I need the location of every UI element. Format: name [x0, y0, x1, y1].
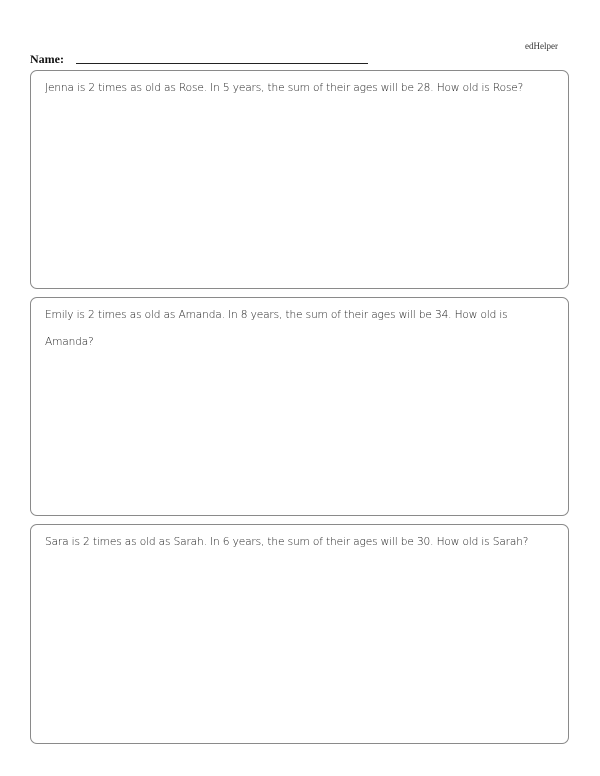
problem-box-1[interactable]	[30, 70, 569, 289]
problem-text-3: Sara is 2 times as old as Sarah. In 6 years, the sum of their ages will be 30. How old is Sarah?	[45, 536, 529, 548]
brand-label: edHelper	[525, 41, 558, 51]
problem-box-3[interactable]	[30, 524, 569, 744]
problem-box-2[interactable]	[30, 297, 569, 516]
name-field-row	[30, 52, 370, 66]
problem-text-2: Emily is 2 times as old as Amanda. In 8 years, the sum of their ages will be 34. How old is Amanda?	[45, 309, 508, 348]
name-input-line[interactable]	[76, 63, 368, 64]
name-label: Name:	[30, 52, 64, 66]
problem-text-1: Jenna is 2 times as old as Rose. In 5 years, the sum of their ages will be 28. How old is Rose?	[45, 82, 524, 94]
